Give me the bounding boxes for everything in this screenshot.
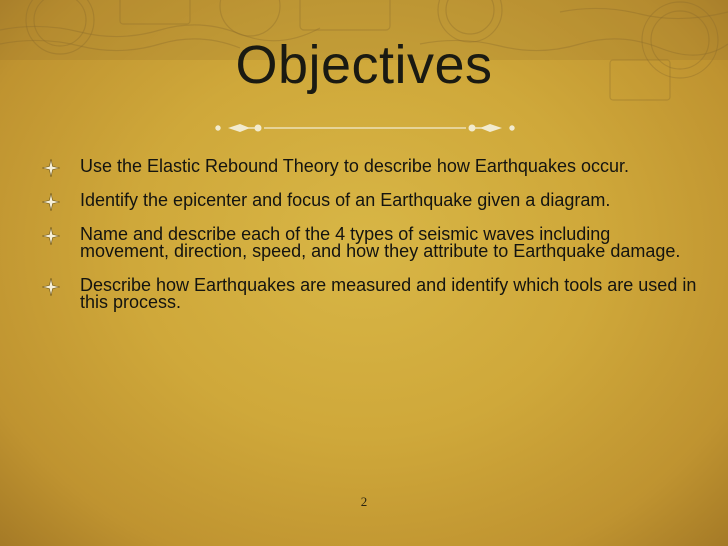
objectives-list <box>40 158 700 328</box>
four-point-star-icon <box>42 159 60 177</box>
divider-ornament <box>210 118 520 138</box>
page-number: 2 <box>360 494 368 509</box>
four-point-star-icon <box>42 227 60 245</box>
list-item <box>40 192 700 209</box>
list-item-text: Name and describe each of the 4 types of seismic waves including movement, direction, speed, and how they attribute to Earthquake damage. <box>80 224 681 261</box>
list-item <box>40 158 700 175</box>
list-item-text: Identify the epicenter and focus of an Earthquake given a diagram. <box>80 190 611 210</box>
four-point-star-icon <box>42 193 60 211</box>
four-point-star-icon <box>42 278 60 296</box>
list-item <box>40 226 700 260</box>
slide-title: Objectives <box>235 35 493 95</box>
list-item <box>40 277 700 311</box>
list-item-text: Use the Elastic Rebound Theory to describe how Earthquakes occur. <box>80 156 629 176</box>
list-item-text: Describe how Earthquakes are measured and identify which tools are used in this process. <box>80 275 697 312</box>
